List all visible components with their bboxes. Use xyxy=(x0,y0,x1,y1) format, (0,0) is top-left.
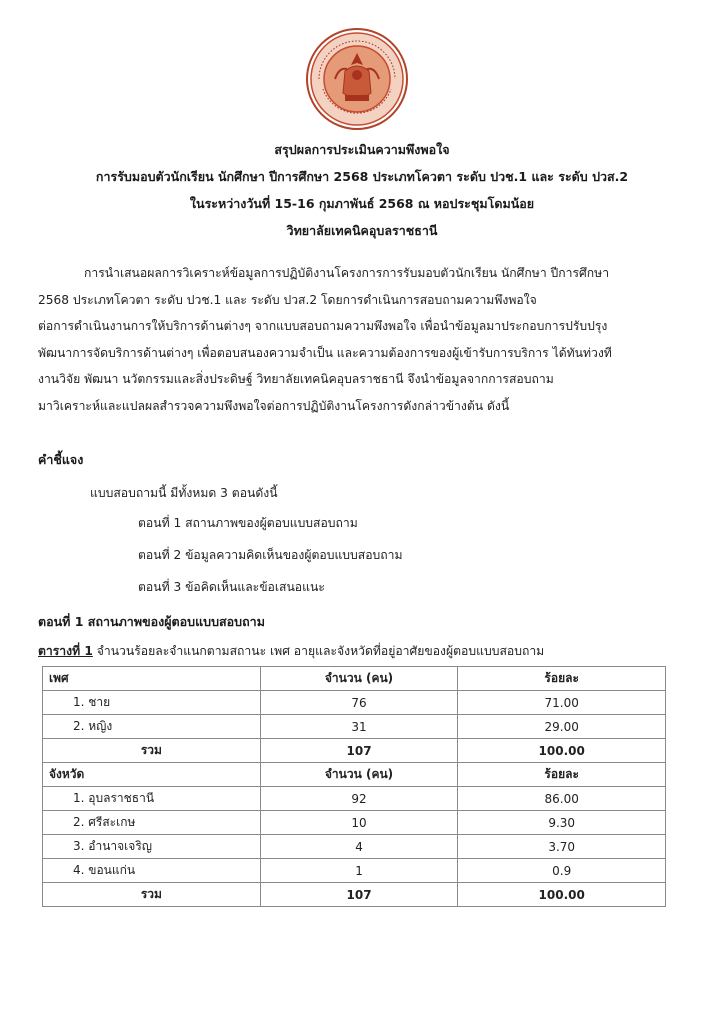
total-label: รวม xyxy=(43,739,261,763)
table-caption-text: จำนวนร้อยละจำแนกตามสถานะ เพศ อายุและจังหวัดที่อยู่อาศัยของผู้ตอบแบบสอบถาม xyxy=(96,644,545,658)
title-line-3: ในระหว่างวันที่ 15-16 กุมภาพันธ์ 2568 ณ หอประชุมโดมน้อย xyxy=(189,196,535,211)
header-percent: ร้อยละ xyxy=(458,667,666,691)
total-label: รวม xyxy=(43,883,261,907)
college-seal-icon xyxy=(305,27,409,131)
row-percent: 9.30 xyxy=(458,811,666,835)
table-caption xyxy=(38,642,544,661)
table-1 xyxy=(42,666,666,907)
row-count: 4 xyxy=(260,835,458,859)
header-gender: เพศ xyxy=(43,667,261,691)
title-line-1: สรุปผลการประเมินความพึงพอใจ xyxy=(274,142,450,157)
row-count: 31 xyxy=(260,715,458,739)
title-line-4: วิทยาลัยเทคนิคอุบลราชธานี xyxy=(286,223,438,238)
row-count: 76 xyxy=(260,691,458,715)
row-label: 1. อุบลราชธานี xyxy=(43,787,261,811)
table-header-row xyxy=(43,667,666,691)
table-row xyxy=(43,811,666,835)
row-count: 1 xyxy=(260,859,458,883)
row-percent: 71.00 xyxy=(458,691,666,715)
intro-line: มาวิเคราะห์และแปลผลสำรวจความพึงพอใจต่อการปฏิบัติงานโครงการดังกล่าวข้างต้น ดังนี้ xyxy=(38,398,510,413)
table-row xyxy=(43,691,666,715)
table-row xyxy=(43,859,666,883)
header-percent: ร้อยละ xyxy=(458,763,666,787)
table-row xyxy=(43,715,666,739)
intro-line: งานวิจัย พัฒนา นวัตกรรมและสิ่งประดิษฐ์ วิทยาลัยเทคนิคอุบลราชธานี จึงนำข้อมูลจากการสอบถาม xyxy=(38,372,554,387)
table-total-row xyxy=(43,739,666,763)
row-percent: 29.00 xyxy=(458,715,666,739)
intro-paragraph xyxy=(38,260,686,420)
header-count: จำนวน (คน) xyxy=(260,667,458,691)
intro-line: 2568 ประเภทโควตา ระดับ ปวช.1 และ ระดับ ปวส.2 โดยการดำเนินการสอบถามความพึงพอใจ xyxy=(38,292,537,307)
instruction-part-1: ตอนที่ 1 สถานภาพของผู้ตอบแบบสอบถาม xyxy=(138,516,358,530)
title-line-2: การรับมอบตัวนักเรียน นักศึกษา ปีการศึกษา 2568 ประเภทโควตา ระดับ ปวช.1 และ ระดับ ปวส.2 xyxy=(95,169,629,184)
row-percent: 86.00 xyxy=(458,787,666,811)
table-row xyxy=(43,835,666,859)
row-label: 2. หญิง xyxy=(43,715,261,739)
header-count: จำนวน (คน) xyxy=(260,763,458,787)
row-percent: 3.70 xyxy=(458,835,666,859)
row-count: 92 xyxy=(260,787,458,811)
section1-heading: ตอนที่ 1 สถานภาพของผู้ตอบแบบสอบถาม xyxy=(38,614,265,629)
total-percent: 100.00 xyxy=(458,739,666,763)
instruction-part-3: ตอนที่ 3 ข้อคิดเห็นและข้อเสนอแนะ xyxy=(138,580,325,594)
intro-line: การนำเสนอผลการวิเคราะห์ข้อมูลการปฏิบัติงานโครงการการรับมอบตัวนักเรียน นักศึกษา ปีการศึกษา xyxy=(84,266,610,280)
document-title xyxy=(0,136,724,244)
row-label: 3. อำนาจเจริญ xyxy=(43,835,261,859)
instructions-heading: คำชี้แจง xyxy=(38,452,84,467)
total-count: 107 xyxy=(260,883,458,907)
intro-line: ต่อการดำเนินงานการให้บริการด้านต่างๆ จากแบบสอบถามความพึงพอใจ เพื่อนำข้อมูลมาประกอบการปรับปรุง xyxy=(38,319,608,334)
row-label: 1. ชาย xyxy=(43,691,261,715)
row-label: 2. ศรีสะเกษ xyxy=(43,811,261,835)
instruction-part-2: ตอนที่ 2 ข้อมูลความคิดเห็นของผู้ตอบแบบสอบถาม xyxy=(138,548,403,562)
table-label: ตารางที่ 1 xyxy=(38,644,93,658)
total-percent: 100.00 xyxy=(458,883,666,907)
intro-line: พัฒนาการจัดบริการด้านต่างๆ เพื่อตอบสนองความจำเป็น และความต้องการของผู้เข้ารับการบริการ ได้ทันท่วงที xyxy=(38,345,612,360)
total-count: 107 xyxy=(260,739,458,763)
header-province: จังหวัด xyxy=(43,763,261,787)
row-percent: 0.9 xyxy=(458,859,666,883)
table-total-row xyxy=(43,883,666,907)
instructions-intro: แบบสอบถามนี้ มีทั้งหมด 3 ตอนดังนี้ xyxy=(90,486,278,500)
table-row xyxy=(43,787,666,811)
row-label: 4. ขอนแก่น xyxy=(43,859,261,883)
table-header-row xyxy=(43,763,666,787)
row-count: 10 xyxy=(260,811,458,835)
